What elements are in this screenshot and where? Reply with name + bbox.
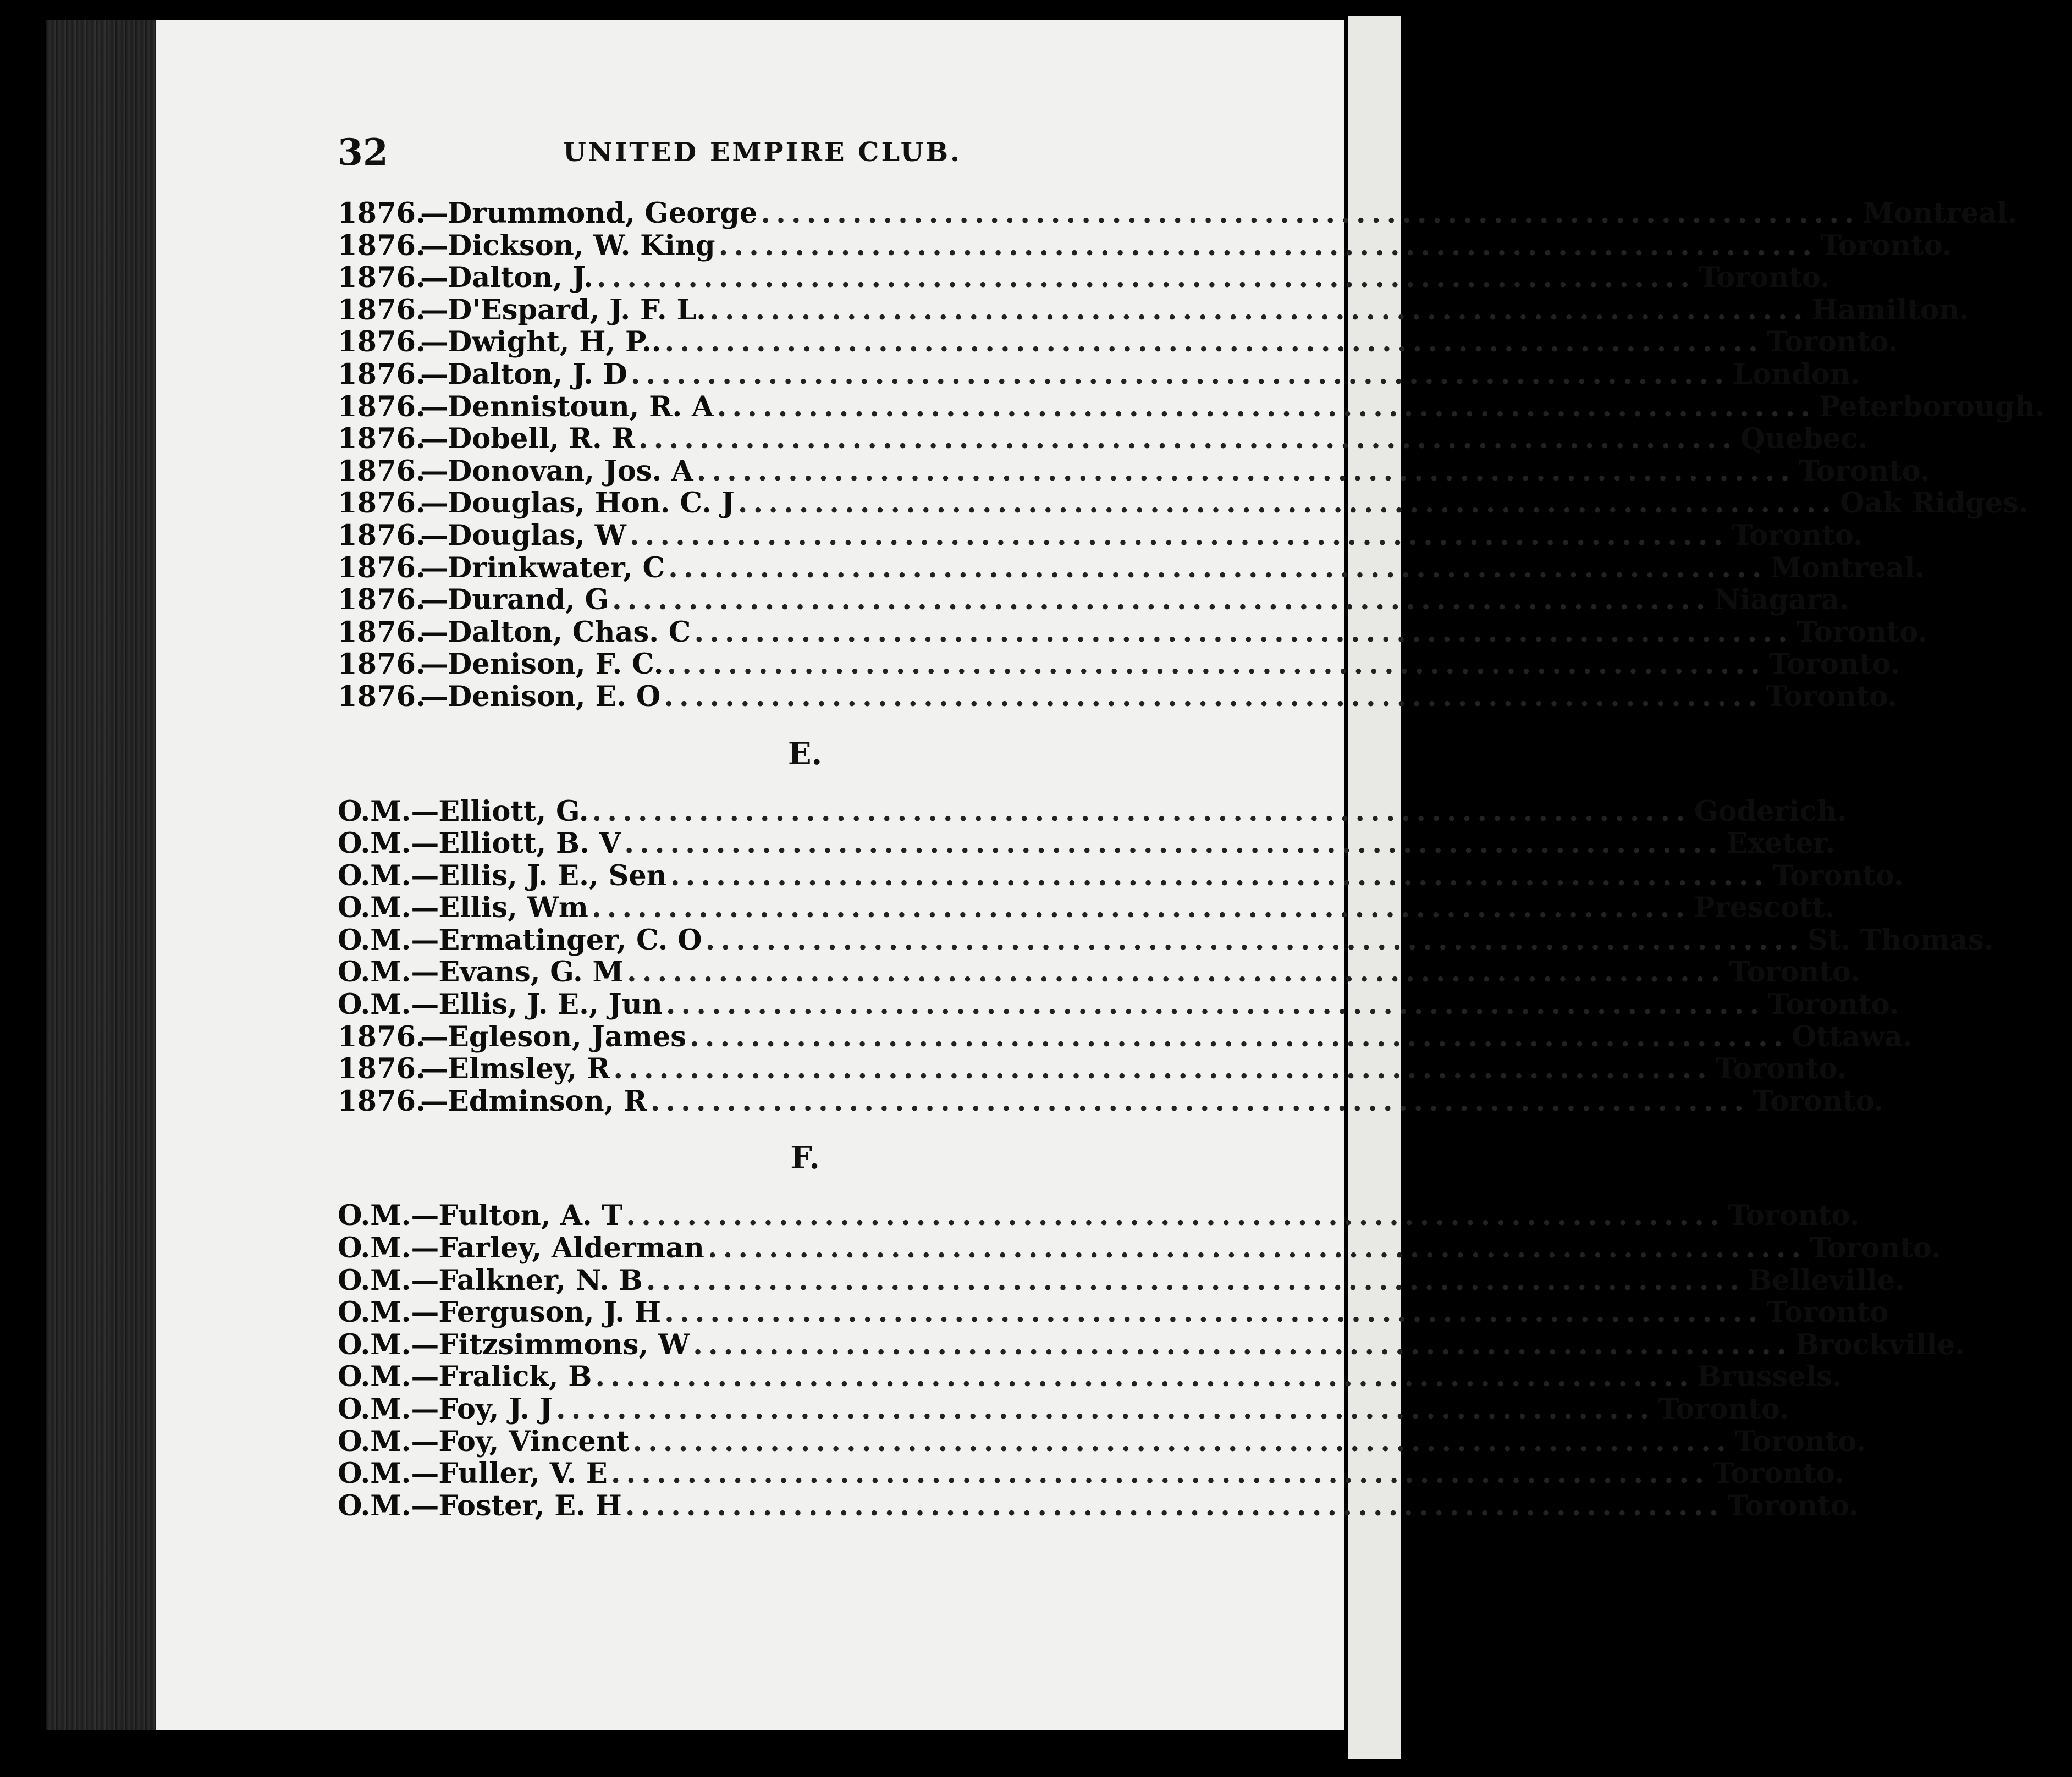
member-name: Falkner, N. B (438, 1263, 643, 1297)
dot-leader: ........................................................................ (666, 648, 1766, 681)
dot-leader: ........................................................................ (555, 1393, 1655, 1426)
member-place: Toronto. (1766, 680, 1898, 713)
member-place: Toronto. (1658, 1393, 1789, 1426)
member-name: Dalton, J. (448, 261, 593, 295)
entry-dash: — (420, 680, 448, 713)
list-item (338, 956, 1860, 989)
member-place: Belleville. (1748, 1263, 1905, 1297)
dot-leader: ........................................................................ (664, 325, 1764, 359)
entry-dash: — (420, 454, 448, 488)
member-year: O.M. (338, 1489, 411, 1522)
dot-leader: ........................................................................ (664, 680, 1763, 713)
entry-dash: — (420, 487, 448, 520)
list-item (338, 891, 1835, 925)
dot-leader: ........................................................................ (638, 422, 1738, 456)
member-name: Fitzsimmons, W (438, 1328, 690, 1361)
member-year: 1876. (338, 454, 426, 488)
member-year: 1876. (338, 390, 426, 423)
member-name: Drummond, George (448, 197, 758, 230)
member-place: Prescott. (1694, 891, 1835, 925)
member-name: Fuller, V. E (438, 1457, 608, 1491)
dot-leader: ........................................................................ (668, 551, 1767, 584)
member-name: Denison, E. O (448, 680, 661, 713)
member-year: 1876. (338, 680, 426, 713)
section-letter: F. (790, 1140, 820, 1177)
entry-dash: — (411, 1393, 439, 1426)
dot-leader: ........................................................................ (613, 1052, 1712, 1086)
member-year: O.M. (338, 827, 411, 860)
dot-leader: ........................................................................ (646, 1263, 1745, 1297)
member-name: Donovan, Jos. A (448, 454, 693, 488)
list-item (338, 261, 1830, 295)
member-year: 1876. (338, 357, 426, 391)
dot-leader: ........................................................................ (650, 1084, 1750, 1118)
member-place: Toronto. (1732, 518, 1863, 552)
dot-leader: ........................................................................ (718, 229, 1817, 262)
dot-leader: ........................................................................ (694, 615, 1793, 649)
list-item (338, 583, 1849, 617)
member-name: Foy, J. J (438, 1393, 553, 1426)
dot-leader: ........................................................................ (610, 1457, 1710, 1491)
member-name: Ferguson, J. H (438, 1296, 662, 1329)
entry-dash: — (420, 615, 448, 649)
entry-dash: — (411, 923, 439, 957)
member-name: Ellis, J. E., Sen (438, 859, 667, 892)
list-item (338, 325, 1898, 359)
member-place: Toronto. (1729, 956, 1860, 989)
list-item (338, 794, 1847, 828)
member-place: St. Thomas. (1807, 923, 1994, 957)
member-place: Toronto. (1727, 1489, 1859, 1522)
list-item (338, 648, 1900, 681)
member-place: Niagara. (1714, 583, 1849, 617)
section-entries (338, 794, 1994, 1118)
entry-dash: — (411, 988, 439, 1022)
member-year: O.M. (338, 1328, 411, 1361)
dot-leader: ........................................................................ (665, 988, 1765, 1022)
member-year: O.M. (338, 1296, 411, 1329)
member-name: Egleson, James (448, 1020, 686, 1053)
member-name: Douglas, Hon. C. J (448, 487, 735, 520)
entry-dash: — (411, 956, 439, 989)
list-item (338, 1489, 1859, 1522)
member-place: Toronto. (1798, 454, 1930, 488)
member-year: 1876. (338, 551, 426, 584)
entry-dash: — (411, 1232, 439, 1265)
list-item (338, 1199, 1860, 1233)
list-item (338, 988, 1899, 1022)
member-place: Montreal. (1770, 551, 1925, 584)
list-item (338, 1020, 1913, 1053)
member-name: Elliott, G. (438, 794, 589, 828)
member-year: O.M. (338, 1425, 411, 1458)
entry-dash: — (420, 197, 448, 230)
member-name: Dalton, J. D (448, 357, 627, 391)
list-item (338, 1232, 1941, 1265)
dot-leader: ........................................................................ (596, 261, 1696, 295)
list-item (338, 422, 1868, 456)
member-place: Toronto. (1728, 1199, 1860, 1233)
entry-dash: — (420, 1020, 448, 1053)
list-item (338, 859, 1904, 892)
list-item (338, 551, 1925, 584)
dot-leader: ........................................................................ (592, 794, 1691, 828)
entry-dash: — (420, 293, 448, 327)
dot-leader: ........................................................................ (632, 1425, 1732, 1458)
section-entries (338, 1199, 1965, 1522)
member-year: 1876. (338, 648, 426, 681)
entry-dash: — (411, 1199, 439, 1233)
running-head (338, 128, 1140, 177)
member-year: 1876. (338, 1020, 426, 1053)
list-item (338, 454, 1930, 488)
entry-dash: — (420, 1052, 448, 1086)
list-item (338, 1457, 1844, 1491)
entry-dash: — (420, 518, 448, 552)
member-name: Fulton, A. T (438, 1199, 623, 1233)
member-name: Dickson, W. King (448, 229, 715, 262)
entry-dash: — (420, 357, 448, 391)
section-letter: E. (787, 735, 823, 772)
section-entries (338, 197, 2045, 713)
member-name: Durand, G (448, 583, 609, 617)
member-year: O.M. (338, 891, 411, 925)
member-year: 1876. (338, 583, 426, 617)
member-name: Drinkwater, C (448, 551, 665, 584)
entry-dash: — (411, 891, 439, 925)
member-place: Goderich. (1694, 794, 1847, 828)
member-year: O.M. (338, 1232, 411, 1265)
entry-dash: — (420, 261, 448, 295)
list-item (338, 487, 2029, 520)
member-place: Peterborough. (1819, 390, 2045, 423)
entry-dash: — (420, 325, 448, 359)
entry-dash: — (420, 229, 448, 262)
member-year: 1876. (338, 1052, 426, 1086)
list-item (338, 615, 1928, 649)
member-name: Douglas, W (448, 518, 626, 552)
member-place: Exeter. (1726, 827, 1836, 860)
dot-leader: ........................................................................ (693, 1328, 1792, 1361)
member-place: Toronto. (1715, 1052, 1847, 1086)
dot-leader: ........................................................................ (624, 827, 1723, 860)
dot-leader: ........................................................................ (707, 1232, 1807, 1265)
member-place: Toronto. (1768, 988, 1899, 1022)
member-place: Toronto. (1766, 325, 1898, 359)
dot-leader: ........................................................................ (689, 1020, 1789, 1053)
dot-leader: ........................................................................ (595, 1360, 1694, 1394)
member-year: O.M. (338, 1393, 411, 1426)
entry-dash: — (411, 859, 439, 892)
entry-dash: — (420, 422, 448, 456)
member-roster (338, 197, 2045, 1522)
member-name: Dobell, R. R (448, 422, 635, 456)
dot-leader: ........................................................................ (705, 923, 1804, 957)
dot-leader: ........................................................................ (737, 487, 1837, 520)
member-place: Toronto (1766, 1296, 1889, 1329)
member-place: Hamilton. (1811, 293, 1969, 327)
dot-leader: ........................................................................ (670, 859, 1770, 892)
list-item (338, 827, 1836, 860)
dot-leader: ........................................................................ (625, 1489, 1724, 1522)
dot-leader: ........................................................................ (626, 1199, 1725, 1233)
member-name: Ellis, J. E., Jun (438, 988, 663, 1022)
dot-leader: ........................................................................ (664, 1296, 1764, 1329)
dot-leader: ........................................................................ (591, 891, 1691, 925)
member-place: Montreal. (1862, 197, 2018, 230)
dot-leader: ........................................................................ (761, 197, 1860, 230)
member-name: Foster, E. H (438, 1489, 622, 1522)
list-item (338, 229, 1952, 262)
member-place: London. (1733, 357, 1860, 391)
member-year: 1876. (338, 325, 426, 359)
member-name: Elliott, B. V (438, 827, 621, 860)
member-year: 1876. (338, 487, 426, 520)
member-place: Oak Ridges. (1840, 487, 2029, 520)
member-name: Dennistoun, R. A (448, 390, 714, 423)
list-item (338, 1263, 1905, 1297)
member-year: 1876. (338, 518, 426, 552)
member-name: Farley, Alderman (438, 1232, 704, 1265)
member-year: 1876. (338, 197, 426, 230)
member-place: Toronto. (1753, 1084, 1884, 1118)
dot-leader: ........................................................................ (626, 956, 1726, 989)
list-item (338, 518, 1863, 552)
entry-dash: — (420, 551, 448, 584)
list-item (338, 1328, 1965, 1361)
member-place: Ottawa. (1792, 1020, 1913, 1053)
member-year: 1876. (338, 1084, 426, 1118)
page-block-edge (46, 20, 156, 1730)
dot-leader: ........................................................................ (612, 583, 1711, 617)
member-year: O.M. (338, 1199, 411, 1233)
member-year: O.M. (338, 956, 411, 989)
entry-dash: — (411, 1263, 439, 1297)
list-item (338, 1052, 1847, 1086)
list-item (338, 923, 1994, 957)
member-place: Toronto. (1820, 229, 1952, 262)
member-name: Dalton, Chas. C (448, 615, 691, 649)
member-name: Denison, F. C. (448, 648, 664, 681)
entry-dash: — (411, 1425, 439, 1458)
member-year: O.M. (338, 923, 411, 957)
list-item (338, 1084, 1884, 1118)
member-name: Evans, G. M (438, 956, 624, 989)
member-name: Foy, Vincent (438, 1425, 630, 1458)
list-item (338, 197, 2018, 230)
dot-leader: ........................................................................ (709, 293, 1809, 327)
member-place: Brussels. (1697, 1360, 1842, 1394)
member-place: Toronto. (1699, 261, 1830, 295)
member-place: Quebec. (1740, 422, 1868, 456)
page-number: 32 (338, 131, 388, 174)
list-item (338, 357, 1860, 391)
member-place: Brockville. (1795, 1328, 1965, 1361)
member-place: Toronto. (1768, 648, 1900, 681)
entry-dash: — (411, 1457, 439, 1491)
list-item (338, 1425, 1866, 1458)
entry-dash: — (420, 1084, 448, 1118)
list-item (338, 1296, 1889, 1329)
entry-dash: — (420, 648, 448, 681)
member-name: Edminson, R (448, 1084, 647, 1118)
dot-leader: ........................................................................ (717, 390, 1816, 423)
member-name: D'Espard, J. F. L. (448, 293, 707, 327)
dot-leader: ........................................................................ (629, 518, 1729, 552)
member-year: 1876. (338, 261, 426, 295)
entry-dash: — (420, 390, 448, 423)
member-year: O.M. (338, 988, 411, 1022)
member-year: O.M. (338, 1457, 411, 1491)
member-name: Elmsley, R (448, 1052, 610, 1086)
member-year: O.M. (338, 794, 411, 828)
dot-leader: ........................................................................ (696, 454, 1795, 488)
entry-dash: — (411, 1296, 439, 1329)
member-name: Ellis, Wm (438, 891, 588, 925)
member-place: Toronto. (1796, 615, 1928, 649)
member-name: Ermatinger, C. O (438, 923, 702, 957)
entry-dash: — (411, 1489, 439, 1522)
entry-dash: — (411, 827, 439, 860)
entry-dash: — (411, 1360, 439, 1394)
entry-dash: — (411, 794, 439, 828)
member-name: Dwight, H, P.. (448, 325, 662, 359)
member-year: O.M. (338, 1360, 411, 1394)
entry-dash: — (420, 583, 448, 617)
member-place: Toronto. (1772, 859, 1904, 892)
entry-dash: — (411, 1328, 439, 1361)
member-year: 1876. (338, 293, 426, 327)
member-year: 1876. (338, 229, 426, 262)
member-year: O.M. (338, 859, 411, 892)
list-item (338, 1360, 1842, 1394)
member-place: Toronto. (1810, 1232, 1941, 1265)
running-title: UNITED EMPIRE CLUB. (563, 137, 962, 168)
list-item (338, 390, 2045, 423)
list-item (338, 293, 1969, 327)
member-name: Fralick, B (438, 1360, 592, 1394)
member-place: Toronto. (1713, 1457, 1844, 1491)
dot-leader: ........................................................................ (630, 357, 1730, 391)
member-place: Toronto. (1734, 1425, 1866, 1458)
list-item (338, 680, 1898, 713)
member-year: 1876. (338, 615, 426, 649)
member-year: 1876. (338, 422, 426, 456)
list-item (338, 1393, 1789, 1426)
member-year: O.M. (338, 1263, 411, 1297)
